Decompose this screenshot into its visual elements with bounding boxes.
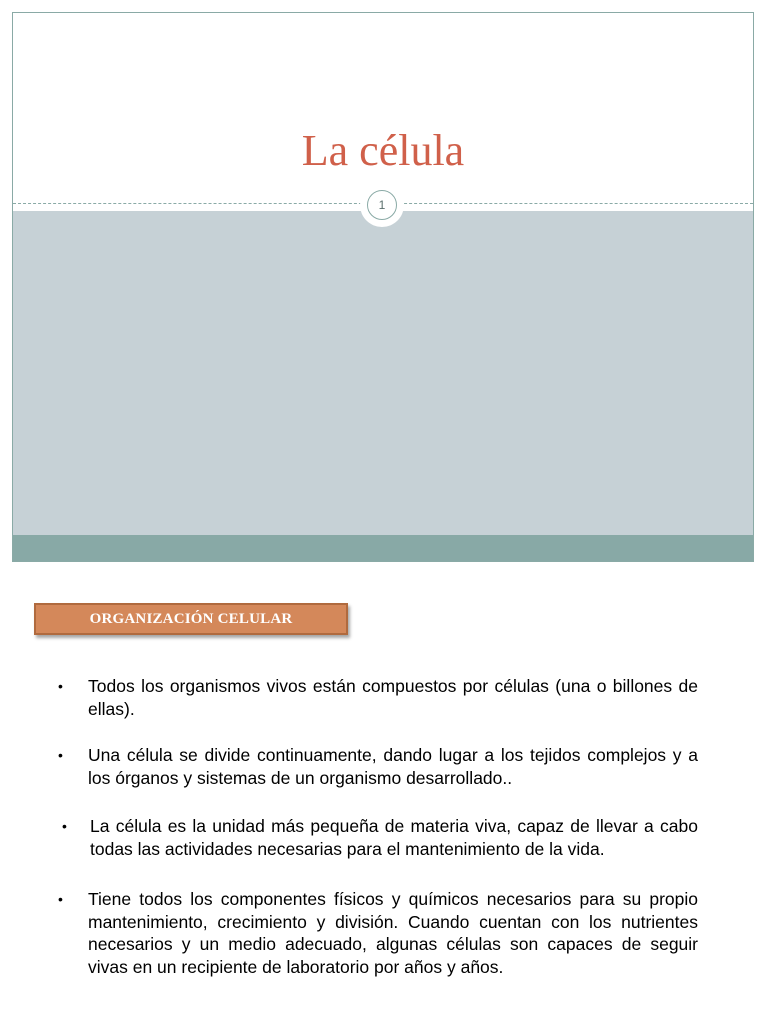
bullet-text: Todos los organismos vivos están compuestos por células (una o billones de ellas). [88, 676, 698, 719]
bullet-icon: • [58, 891, 63, 907]
list-item [58, 888, 698, 978]
bullet-text: Una célula se divide continuamente, dando lugar a los tejidos complejos y a los órganos y sistemas de un organismo desarrollado.. [88, 745, 698, 788]
slide-title-area [13, 13, 753, 209]
bullet-text: Tiene todos los componentes físicos y químicos necesarios para su propio mantenimiento, crecimiento y división. Cuando cuentan con los nutrientes necesarios y un medio adecuado, algunas células son capaces de seguir vivas en un recipiente de laboratorio por años y años. [88, 889, 698, 977]
bullet-icon: • [58, 678, 63, 694]
title-slide [12, 12, 754, 562]
slide-title: La célula [301, 126, 465, 175]
bullet-text: La célula es la unidad más pequeña de materia viva, capaz de llevar a cabo todas las actividades necesarias para el mantenimiento de la vida. [90, 816, 698, 859]
bullet-list [58, 675, 698, 978]
slide-content-panel [13, 211, 753, 537]
bullet-icon: • [58, 747, 63, 763]
page-number-badge [360, 183, 404, 227]
section-label: ORGANIZACIÓN CELULAR [34, 603, 348, 635]
page-number: 1 [367, 190, 397, 220]
list-item [58, 744, 698, 789]
list-item [58, 675, 698, 720]
list-item [58, 815, 698, 860]
slide-footer-bar [13, 535, 753, 561]
bullet-icon: • [62, 818, 67, 834]
